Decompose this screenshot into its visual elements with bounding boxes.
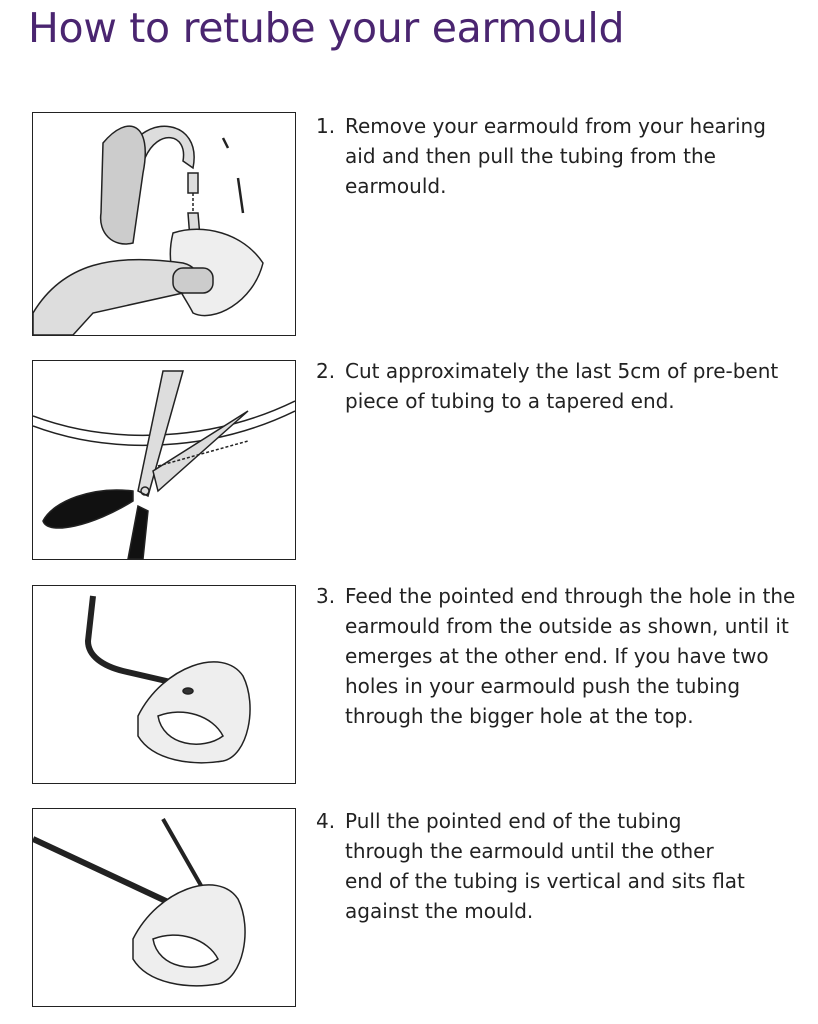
step-text: Cut approximately the last 5cm of pre-bent piece of tubing to a tapered end. [345, 359, 779, 413]
illustration-feed-tubing [32, 585, 296, 784]
illustration-remove-earmould [32, 112, 296, 336]
step-number: 2. [316, 359, 336, 383]
step-2 [316, 356, 796, 416]
illustration-cut-tubing [32, 360, 296, 560]
step-text: Pull the pointed end of the tubing through the earmould until the other end of the tubing is vertical and sits flat against the mould. [345, 809, 745, 923]
illustration-pull-tubing [32, 808, 296, 1007]
step-text: Feed the pointed end through the hole in the earmould from the outside as shown, until it emerges at the other end. If you have two holes in your earmould push the tubing through the bigger hole at the top. [345, 584, 796, 728]
step-number: 1. [316, 114, 336, 138]
step-4 [316, 806, 796, 926]
page-title: How to retube your earmould [28, 4, 625, 52]
step-number: 4. [316, 809, 336, 833]
step-text: Remove your earmould from your hearing aid and then pull the tubing from the earmould. [345, 114, 766, 198]
step-3 [316, 581, 796, 731]
step-1 [316, 111, 796, 201]
step-number: 3. [316, 584, 336, 608]
